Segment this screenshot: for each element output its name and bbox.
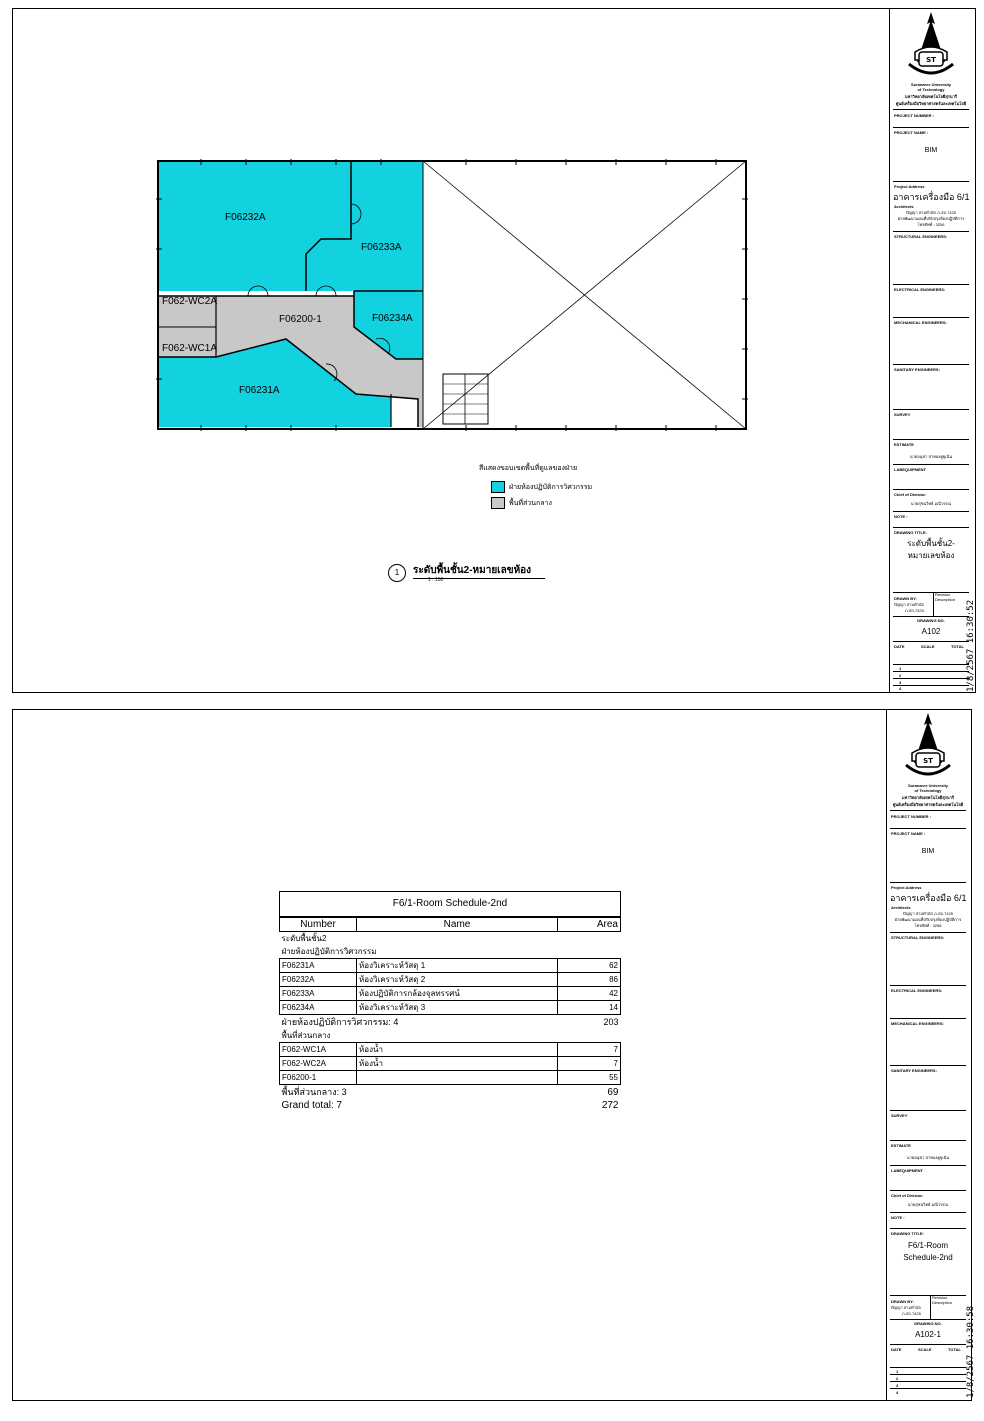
architects-label: Architects bbox=[891, 905, 911, 910]
mechanical-engineers-label: MECHANICAL ENGINEERS: bbox=[894, 320, 947, 325]
cell-name: ห้องปฏิบัติการกล้องจุลทรรศน์ bbox=[357, 987, 558, 1001]
room-schedule bbox=[279, 891, 621, 1112]
legend-label-engineering: ฝ่ายห้องปฏิบัติการวิศวกรรม bbox=[509, 483, 593, 491]
note-label: NOTE : bbox=[894, 514, 908, 519]
rev-row-1: 1 bbox=[899, 666, 902, 671]
table-row bbox=[280, 987, 621, 1001]
project-address: อาคารเครื่องมือ 6/1 bbox=[890, 893, 967, 903]
room-label-f06200-1: F06200-1 bbox=[279, 314, 322, 325]
cell-name: ห้องวิเคราะห์วัสดุ 1 bbox=[357, 959, 558, 973]
drawn-by-label: DRAWN BY: bbox=[891, 1299, 914, 1304]
architect-line-3: โทรศัพท์ : 3256 bbox=[914, 923, 942, 928]
drawn-by-label: DRAWN BY: bbox=[894, 596, 917, 601]
drawing-sheet-a102 bbox=[12, 8, 976, 693]
cell-area: 14 bbox=[558, 1001, 621, 1015]
col-area-header: Area bbox=[558, 918, 621, 932]
cell-number: F06232A bbox=[280, 973, 357, 987]
drawing-title-line-1: F6/1-Room bbox=[907, 1241, 948, 1250]
labequipment-label: LABEQUIPMENT bbox=[894, 467, 926, 472]
drawing-no: A102 bbox=[921, 627, 941, 636]
table-row bbox=[280, 1071, 621, 1085]
note-label: NOTE : bbox=[891, 1215, 905, 1220]
room-f06232a-fill bbox=[158, 161, 353, 291]
project-name-label: PROJECT NAME : bbox=[894, 130, 929, 135]
project-name: BIM bbox=[921, 848, 935, 855]
architects-label: Architects bbox=[894, 204, 914, 209]
chief-name: นายสุชนวิทย์ มณีวรรณ bbox=[910, 501, 952, 506]
grand-total-label: Grand total: 7 bbox=[281, 1100, 343, 1111]
project-name-label: PROJECT NAME : bbox=[891, 831, 926, 836]
cell-name: ห้องน้ำ bbox=[357, 1043, 558, 1057]
architect-line-2: ฝ่ายพัฒนาแผนที่ปรับปรุงห้องปฏิบัติการ bbox=[897, 216, 965, 221]
survey-label: SURVEY bbox=[891, 1113, 908, 1118]
cell-number: F06234A bbox=[280, 1001, 357, 1015]
rev-row-4: 4 bbox=[899, 686, 902, 691]
total-label: TOTAL bbox=[948, 1347, 961, 1352]
drawing-title-label: DRAWING TITLE: bbox=[891, 1231, 924, 1236]
cell-area: 86 bbox=[558, 973, 621, 987]
schedule-header-row bbox=[280, 918, 621, 932]
room-label-wc1a: F062-WC1A bbox=[162, 343, 218, 354]
rev-row-1: 1 bbox=[896, 1369, 899, 1374]
col-name-header: Name bbox=[357, 918, 558, 932]
cell-name: ห้องวิเคราะห์วัสดุ 3 bbox=[357, 1001, 558, 1015]
group1-heading: ฝ่ายห้องปฏิบัติการวิศวกรรม bbox=[281, 947, 377, 956]
grand-total-row bbox=[280, 1099, 621, 1112]
architect-line-2: ฝ่ายพัฒนาแผนที่ปรับปรุงห้องปฏิบัติการ bbox=[894, 917, 962, 922]
print-timestamp-a102: 1/8/2567 16:30:52 bbox=[966, 599, 976, 692]
legend-label-common: พื้นที่ส่วนกลาง bbox=[509, 499, 552, 507]
drawing-no-label: DRAWING NO. bbox=[914, 1321, 942, 1326]
chief-label: Chief of Division bbox=[894, 492, 926, 497]
table-row bbox=[280, 1001, 621, 1015]
university-name-th: มหาวิทยาลัยเทคโนโลยีสุรนารี bbox=[901, 795, 954, 800]
table-row bbox=[280, 1057, 621, 1071]
chief-label: Chief of Division bbox=[891, 1193, 923, 1198]
cell-area: 42 bbox=[558, 987, 621, 1001]
drawn-by-name: ปัญญา สามทำนัก bbox=[894, 602, 925, 607]
university-name-en-2: of Technology bbox=[917, 87, 945, 92]
svg-text:ST: ST bbox=[923, 757, 933, 765]
estimate-name: นายอนุชา ปาทองคู่ยุเนิน bbox=[906, 1155, 950, 1160]
sanitary-engineers-label: SANITARY ENGINEERS: bbox=[894, 367, 940, 372]
labequipment-label: LABEQUIPMENT bbox=[891, 1168, 923, 1173]
rev-row-4: 4 bbox=[896, 1390, 899, 1395]
drawing-title-line-1: ระดับพื้นชั้น2- bbox=[907, 539, 955, 548]
rev-row-3: 3 bbox=[899, 680, 902, 685]
drawing-no: A102-1 bbox=[915, 1330, 941, 1339]
electrical-engineers-label: ELECTRICAL ENGINEERS: bbox=[894, 287, 946, 292]
room-label-f06233a: F06233A bbox=[361, 242, 402, 253]
legend-title: สีแสดงขอบเขตพื้นที่ดูแลของฝ่าย bbox=[479, 465, 578, 472]
mechanical-engineers-label: MECHANICAL ENGINEERS: bbox=[891, 1021, 944, 1026]
date-label: DATE bbox=[891, 1347, 902, 1352]
room-label-f06232a: F06232A bbox=[225, 212, 266, 223]
legend-item-common bbox=[491, 497, 552, 509]
architect-line-3: โทรศัพท์ : 3256 bbox=[917, 222, 945, 227]
drawn-by-id: ภ-สถ.7425 bbox=[902, 1311, 921, 1316]
drawing-sheet-a102-1 bbox=[12, 709, 972, 1401]
title-block-2 bbox=[886, 710, 969, 1400]
legend-swatch-cyan bbox=[491, 481, 505, 493]
project-address-label: Project Address bbox=[891, 885, 922, 890]
cell-number: F06233A bbox=[280, 987, 357, 1001]
group1-total-value: 203 bbox=[603, 1017, 619, 1027]
project-name: BIM bbox=[924, 147, 938, 154]
revision-description: Revision Description bbox=[933, 592, 971, 616]
revision-description: Revision Description bbox=[930, 1295, 968, 1319]
group2-total-row bbox=[280, 1085, 621, 1100]
estimate-name: นายอนุชา ปาทองคู่ยุเนิน bbox=[909, 454, 953, 459]
university-name-en-2: of Technology bbox=[914, 788, 942, 793]
drawing-no-label: DRAWING NO. bbox=[917, 618, 945, 623]
structural-engineers-label: STRUCTURAL ENGINEERS: bbox=[894, 234, 948, 239]
center-name-th: ศูนย์เครื่องมือวิทยาศาสตร์และเทคโนโลยี bbox=[895, 101, 967, 106]
cell-name: ห้องวิเคราะห์วัสดุ 2 bbox=[357, 973, 558, 987]
sanitary-engineers-label: SANITARY ENGINEERS: bbox=[891, 1068, 937, 1073]
cell-number: F062-WC2A bbox=[280, 1057, 357, 1071]
project-number-label: PROJECT NUMBER : bbox=[891, 814, 932, 819]
university-name-th: มหาวิทยาลัยเทคโนโลยีสุรนารี bbox=[904, 94, 957, 99]
architect-line-1: ปัญญา สามทำนัก ภ-สถ.7425 bbox=[902, 911, 954, 916]
group1-total-row bbox=[280, 1015, 621, 1030]
drawing-title-label: DRAWING TITLE: bbox=[894, 530, 927, 535]
total-label: TOTAL bbox=[951, 644, 964, 649]
project-number-label: PROJECT NUMBER : bbox=[894, 113, 935, 118]
scale-label: SCALE bbox=[918, 1347, 932, 1352]
university-name-en-1: Suranaree University bbox=[910, 82, 952, 87]
university-seal-logo bbox=[902, 713, 954, 783]
project-address: อาคารเครื่องมือ 6/1 bbox=[893, 192, 970, 202]
room-label-f06234a: F06234A bbox=[372, 313, 413, 324]
structural-engineers-label: STRUCTURAL ENGINEERS: bbox=[891, 935, 945, 940]
cell-area: 55 bbox=[558, 1071, 621, 1085]
title-block bbox=[889, 9, 972, 692]
group2-total-value: 69 bbox=[607, 1086, 619, 1098]
group2-heading: พื้นที่ส่วนกลาง bbox=[281, 1031, 331, 1040]
schedule-table bbox=[279, 917, 621, 1112]
center-name-th: ศูนย์เครื่องมือวิทยาศาสตร์และเทคโนโลยี bbox=[892, 802, 964, 807]
level-heading: ระดับพื้นชั้น2 bbox=[281, 934, 327, 943]
estimate-label: ESTIMATE bbox=[894, 442, 914, 447]
cell-area: 7 bbox=[558, 1043, 621, 1057]
survey-label: SURVEY bbox=[894, 412, 911, 417]
schedule-title: F6/1-Room Schedule-2nd bbox=[279, 891, 621, 917]
cell-area: 62 bbox=[558, 959, 621, 973]
room-label-wc2a: F062-WC2A bbox=[162, 296, 218, 307]
view-number-bubble: 1 bbox=[388, 564, 406, 582]
svg-text:ST: ST bbox=[926, 56, 936, 64]
cell-area: 7 bbox=[558, 1057, 621, 1071]
view-title: ระดับพื้นชั้น2-หมายเลขห้อง bbox=[413, 563, 545, 579]
cell-number: F062-WC1A bbox=[280, 1043, 357, 1057]
rev-row-3: 3 bbox=[896, 1383, 899, 1388]
table-row bbox=[280, 973, 621, 987]
table-row bbox=[280, 1043, 621, 1057]
cell-number: F06200-1 bbox=[280, 1071, 357, 1085]
architect-line-1: ปัญญา สามทำนัก ภ-สถ.7425 bbox=[905, 210, 957, 215]
view-scale: 1 : 150 bbox=[428, 577, 444, 583]
rev-row-2: 2 bbox=[896, 1376, 899, 1381]
chief-name: นายสุชนวิทย์ มณีวรรณ bbox=[907, 1202, 949, 1207]
university-seal-logo bbox=[905, 12, 957, 82]
cell-number: F06231A bbox=[280, 959, 357, 973]
cell-name: ห้องน้ำ bbox=[357, 1057, 558, 1071]
drawing-title-line-2: หมายเลขห้อง bbox=[907, 551, 955, 560]
print-timestamp-a102-1: 1/8/2567 16:30:58 bbox=[966, 1305, 976, 1398]
group1-total-label: ฝ่ายห้องปฏิบัติการวิศวกรรม: 4 bbox=[281, 1017, 399, 1027]
scale-label: SCALE bbox=[921, 644, 935, 649]
grand-total-value: 272 bbox=[601, 1100, 619, 1111]
drawn-by-id: ภ-สถ.7425 bbox=[905, 608, 924, 613]
rev-row-2: 2 bbox=[899, 673, 902, 678]
table-row bbox=[280, 959, 621, 973]
drawn-by-name: ปัญญา สามทำนัก bbox=[891, 1305, 922, 1310]
legend-swatch-gray bbox=[491, 497, 505, 509]
cell-name bbox=[357, 1071, 558, 1085]
legend-item-engineering bbox=[491, 481, 592, 493]
col-number-header: Number bbox=[280, 918, 357, 932]
date-label: DATE bbox=[894, 644, 905, 649]
estimate-label: ESTIMATE bbox=[891, 1143, 911, 1148]
drawing-title-line-2: Schedule-2nd bbox=[903, 1253, 953, 1262]
project-address-label: Project Address bbox=[894, 184, 925, 189]
university-name-en-1: Suranaree University bbox=[907, 783, 949, 788]
room-label-f06231a: F06231A bbox=[239, 385, 280, 396]
room-f06233a-fill bbox=[351, 161, 423, 291]
group2-total-label: พื้นที่ส่วนกลาง: 3 bbox=[281, 1087, 347, 1097]
electrical-engineers-label: ELECTRICAL ENGINEERS: bbox=[891, 988, 943, 993]
